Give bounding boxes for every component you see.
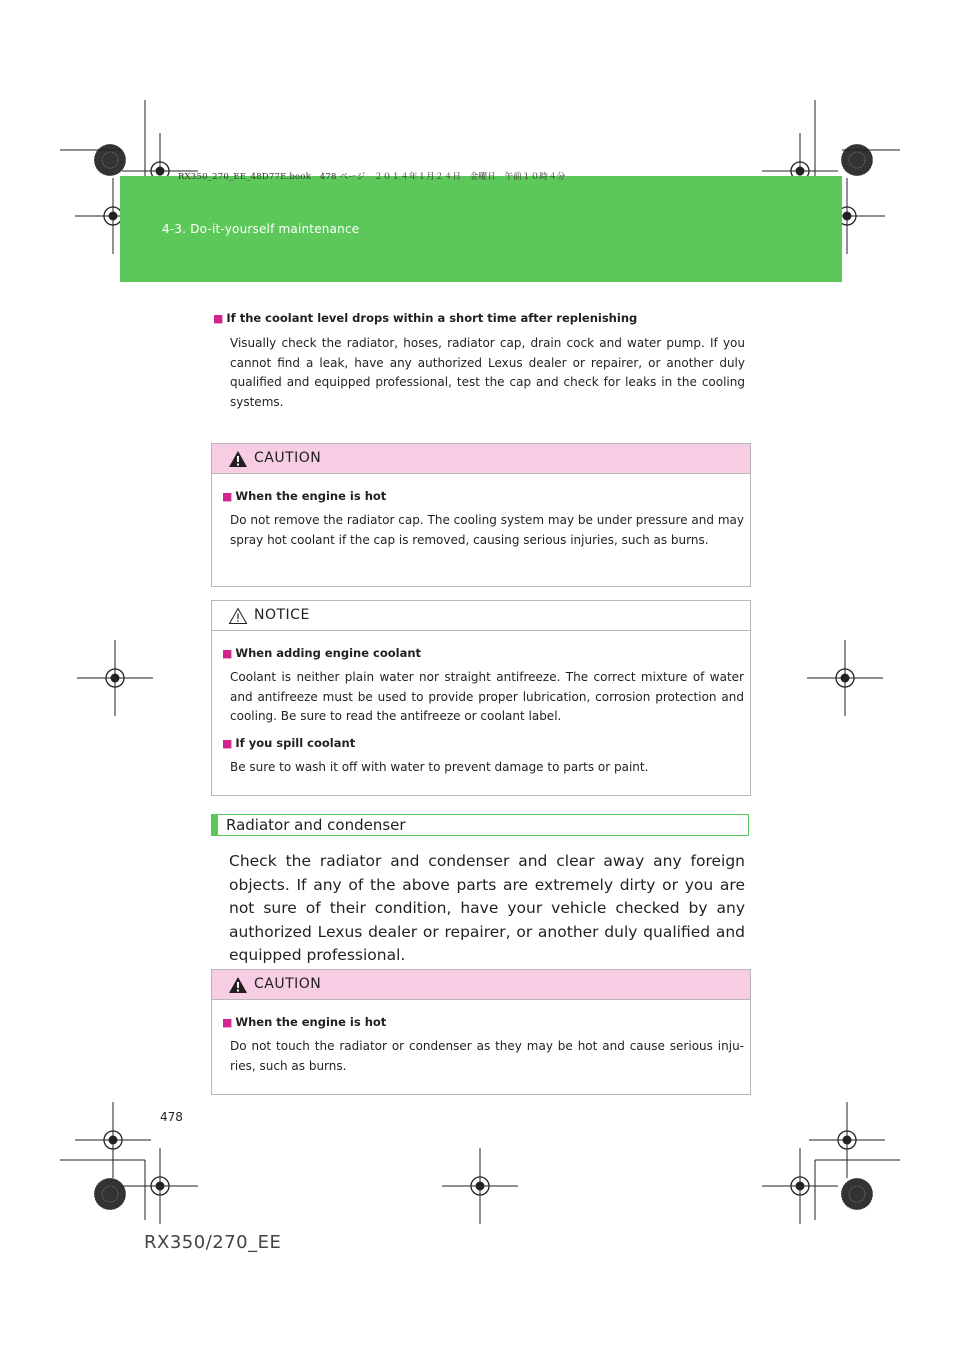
caution-label: CAUTION [254,450,322,466]
section-heading [211,814,749,836]
caution-box [211,443,751,587]
square-bullet-icon: ■ [222,647,233,660]
caution-body: Do not touch the radiator or condenser as they may be hot and cause serious inju-ries, such as burns. [230,1039,744,1073]
caution-heading: When the engine is hot [235,489,387,503]
section-label: 4-3. Do-it-yourself maintenance [162,222,360,236]
section-title: Radiator and condenser [226,816,406,834]
caution-box [211,969,751,1095]
notice-item-body: Be sure to wash it off with water to prevent damage to parts or paint. [230,759,649,774]
notice-item-heading: If you spill coolant [235,735,356,750]
square-bullet-icon: ■ [222,1016,233,1029]
warning-triangle-icon [228,450,248,468]
square-bullet-icon: ■ [222,490,233,503]
note-block [213,308,745,412]
page-number: 478 [160,1110,183,1124]
model-code: RX350/270_EE [144,1232,282,1253]
square-bullet-icon: ■ [222,736,233,750]
notice-item-body: Coolant is neither plain water nor straight antifreeze. The correct mixture of water and antifreeze must be used to provide proper lubrication, corrosion protection and cooling. Be sure to read the antifreeze or coolant label. [230,670,744,723]
note-heading: If the coolant level drops within a short time after replenishing [226,311,638,325]
section-body: Check the radiator and condenser and clear away any foreign objects. If any of the above parts are extremely dirty or you are not sure of their condition, have your vehicle checked by any authorized Lexus dealer or repairer, or another duly qualified and equipped professional. [229,852,745,964]
caution-label: CAUTION [254,976,322,992]
notice-item-heading: When adding engine coolant [235,646,422,660]
notice-triangle-icon [228,607,248,625]
notice-box [211,600,751,796]
warning-triangle-icon [228,976,248,994]
square-bullet-icon: ■ [213,312,224,325]
notice-label: NOTICE [254,607,310,623]
caution-heading: When the engine is hot [235,1015,387,1029]
caution-body: Do not remove the radiator cap. The cooling system may be under pressure and may spray hot coolant if the cap is removed, causing serious injuries, such as burns. [230,513,744,547]
book-info-line: RX350_270_EE_48D77E.book 478 ページ ２０１４年１月２４日 金曜日 午前１０時４分 [178,172,566,182]
note-body: Visually check the radiator, hoses, radiator cap, drain cock and water pump. If you cannot find a leak, have any authorized Lexus dealer or repairer, or another duly qualified and equipped professional, test the cap and check for leaks in the cooling systems. [230,336,745,409]
